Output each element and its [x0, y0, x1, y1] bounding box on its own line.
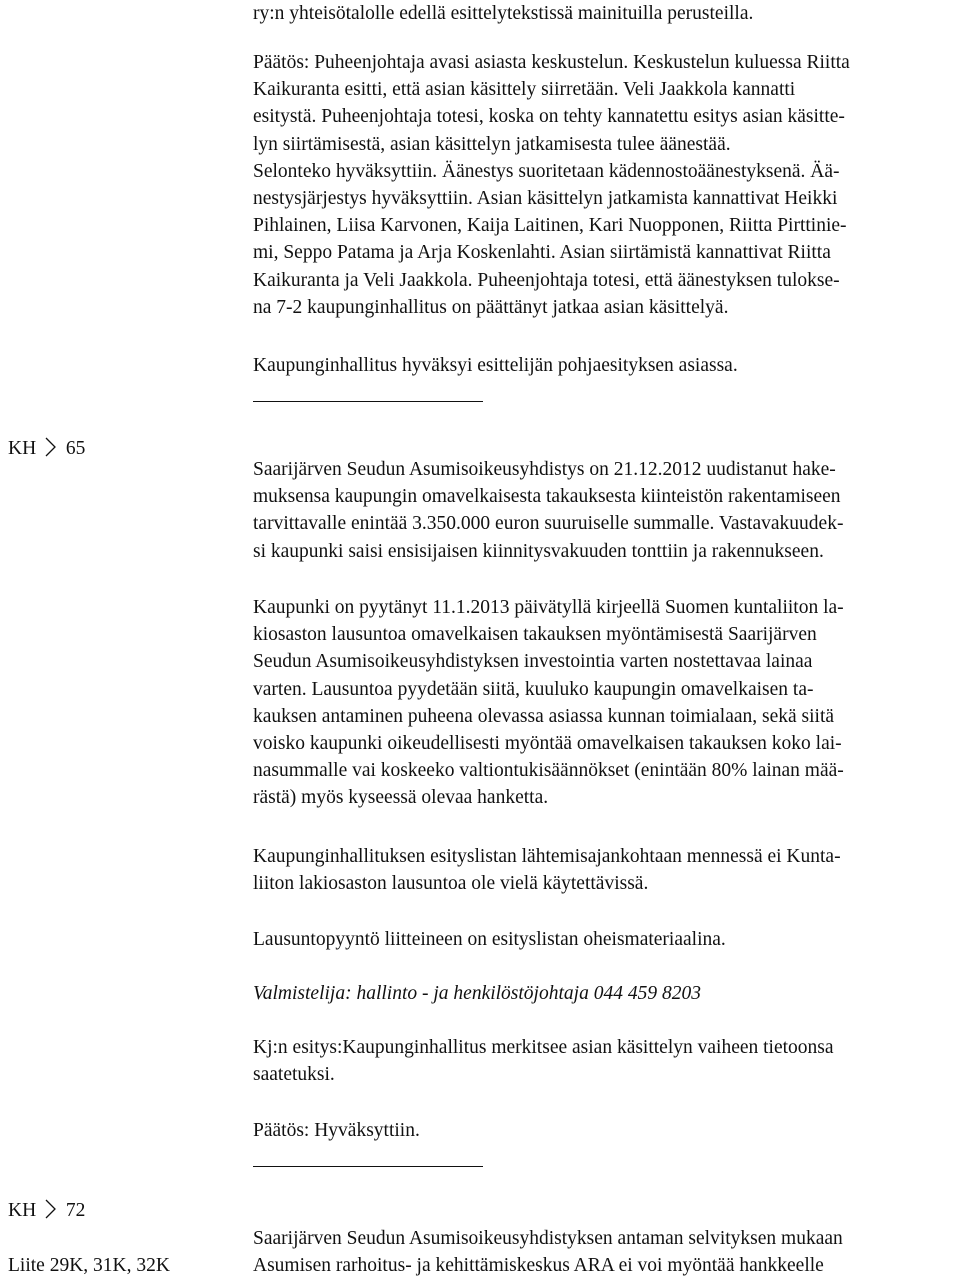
paragraph-kh-hyvaksyi — [253, 352, 953, 379]
text-line: liiton lakiosaston lausuntoa ole vielä käytettävissä. — [253, 873, 649, 895]
paragraph-kaupunki-pyytanyt — [253, 594, 953, 812]
kh-prefix: KH — [8, 1200, 37, 1221]
text-line: Selonteko hyväksyttiin. Äänestys suoritetaan kädennostoäänestyksenä. Ää- — [253, 160, 840, 182]
text-line: Päätös: Puheenjohtaja avasi asiasta keskustelun. Keskustelun kuluessa Riitta — [253, 52, 850, 73]
paragraph-saarijarvi-2 — [253, 1225, 953, 1279]
kh-number: 65 — [65, 438, 86, 459]
paragraph-kj-esitys — [253, 1034, 953, 1088]
paragraph-paatos-1 — [253, 49, 953, 321]
text-line: kiosaston lausuntoa omavelkaisen takauksen myöntämisestä Saarijärven — [253, 624, 817, 646]
separator-rule — [253, 1166, 483, 1167]
text-line: Kaupunginhallituksen esityslistan lähtemisajankohtaan mennessä ei Kunta- — [253, 846, 841, 867]
text-line: mi, Seppo Patama ja Arja Koskenlahti. Asian siirtämistä kannattivat Riitta — [253, 242, 831, 264]
section-sign-icon — [44, 1198, 58, 1220]
margin-kh-72 — [8, 1197, 85, 1224]
text-line: Seudun Asumisoikeusyhdistyksen investointia varten nostettavaa lainaa — [253, 651, 813, 673]
text-line: Valmistelija: hallinto - ja henkilöstöjohtaja 044 459 8203 — [253, 983, 701, 1004]
text-line: si kaupunki saisi ensisijaisen kiinnitysvakuuden tonttiin ja rakennukseen. — [253, 540, 824, 562]
paragraph-intro — [253, 0, 953, 27]
text-line: Asumisen rarhoitus- ja kehittämiskeskus ARA ei voi myöntää hankkeelle — [253, 1255, 824, 1277]
paragraph-saarijarvi-1 — [253, 456, 953, 565]
text-line: Kaupunginhallitus hyväksyi esittelijän pohjaesityksen asiassa. — [253, 355, 738, 376]
text-line: varten. Lausuntoa pyydetään siitä, kuuluko kaupungin omavelkaisen ta- — [253, 678, 814, 700]
text-line: Päätös: Hyväksyttiin. — [253, 1120, 420, 1141]
margin-kh-65 — [8, 435, 85, 462]
paragraph-lausuntopyynto — [253, 926, 953, 953]
text-line: voisko kaupunki oikeudellisesti myöntää omavelkaisen takauksen koko lai- — [253, 733, 842, 755]
text-line: ry:n yhteisötalolle edellä esittelytekstissä mainituilla perusteilla. — [253, 3, 754, 24]
kh-number: 72 — [65, 1200, 86, 1221]
separator-rule — [253, 401, 483, 402]
section-sign-icon — [44, 436, 58, 458]
text-line: rästä) myös kyseessä olevaa hanketta. — [253, 787, 549, 809]
text-line: saatetuksi. — [253, 1064, 335, 1086]
text-line: Kaikuranta esitti, että asian käsittely siirretään. Veli Jaakkola kannatti — [253, 79, 796, 101]
text-line: nasummalle vai koskeeko valtiontukisäännökset (enintään 80% lainan mää- — [253, 760, 844, 782]
text-line: esitystä. Puheenjohtaja totesi, koska on tehty kannatettu esitys asian käsitte- — [253, 106, 845, 128]
text-line: muksensa kaupungin omavelkaisesta takauksesta kiinteistön rakentamiseen — [253, 486, 841, 508]
text-line: Lausuntopyyntö liitteineen on esityslistan oheismateriaalina. — [253, 929, 726, 950]
text-line: na 7-2 kaupunginhallitus on päättänyt jatkaa asian käsittelyä. — [253, 296, 729, 318]
paragraph-paatos-2 — [253, 1117, 953, 1144]
text-line: Kaupunki on pyytänyt 11.1.2013 päivätyllä kirjeellä Suomen kuntaliiton la- — [253, 597, 844, 618]
text-line: kauksen antaminen puheena olevassa asiassa kunnan toimialaan, sekä siitä — [253, 705, 835, 727]
text-line: lyn siirtämisestä, asian käsittelyn jatkamisesta tulee äänestää. — [253, 133, 731, 155]
paragraph-esityslista — [253, 843, 953, 897]
kh-prefix: KH — [8, 438, 37, 459]
paragraph-valmistelija — [253, 980, 953, 1007]
text-line: tarvittavalle enintää 3.350.000 euron suuruiselle summalle. Vastavakuudek- — [253, 513, 844, 535]
text-line: Pihlainen, Liisa Karvonen, Kaija Laitinen, Kari Nuopponen, Riitta Pirttinie- — [253, 215, 847, 237]
text-line: Saarijärven Seudun Asumisoikeusyhdistys on 21.12.2012 uudistanut hake- — [253, 459, 836, 480]
text-line: Kj:n esitys:Kaupunginhallitus merkitsee asian käsittelyn vaiheen tietoonsa — [253, 1037, 834, 1058]
text-line: Saarijärven Seudun Asumisoikeusyhdistyksen antaman selvityksen mukaan — [253, 1228, 843, 1249]
text-line: Kaikuranta ja Veli Jaakkola. Puheenjohtaja totesi, että äänestyksen tulokse- — [253, 269, 840, 291]
text-line: nestysjärjestys hyväksyttiin. Asian käsittelyn jatkamista kannattivat Heikki — [253, 188, 838, 210]
margin-liite: Liite 29K, 31K, 32K — [8, 1255, 170, 1276]
